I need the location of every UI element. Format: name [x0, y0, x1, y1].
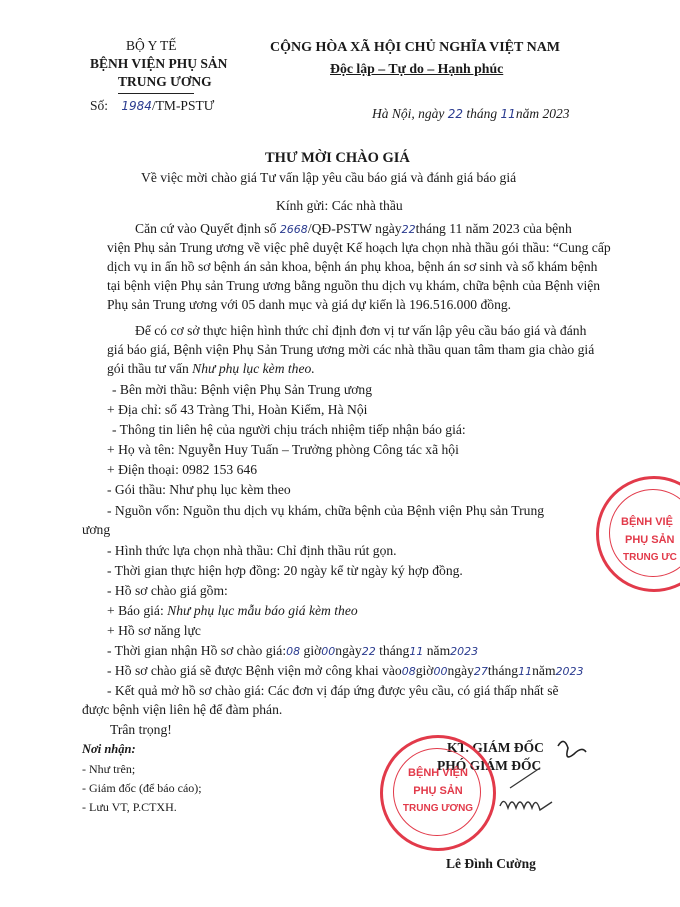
motto: Độc lập – Tự do – Hạnh phúc — [330, 61, 504, 76]
signature-role1: KT. GIÁM ĐỐC — [447, 740, 544, 755]
recipient-1: - Như trên; — [82, 762, 136, 776]
recipient-3: - Lưu VT, P.CTXH. — [82, 800, 177, 814]
open-hour: 08 — [401, 665, 416, 678]
item-contact-info: - Thông tin liên hệ của người chịu trách nhiệm tiếp nhận báo giá: — [112, 422, 466, 437]
decision-day-handwritten: 22 — [401, 223, 416, 236]
recipients-label: Nơi nhận: — [82, 742, 136, 756]
number-label: Số: — [90, 98, 109, 113]
item-duration: - Thời gian thực hiện hợp đồng: 20 ngày kể từ ngày ký hợp đồng. — [107, 563, 463, 578]
receive-month-label: tháng — [379, 643, 410, 658]
item-package: - Gói thầu: Như phụ lục kèm theo — [107, 482, 291, 497]
receive-month: 11 — [409, 645, 424, 658]
item-receive-time — [107, 641, 478, 661]
stamp-line1: BỆNH VIỆN — [408, 767, 468, 779]
quote-appendix-ref: Như phụ lục mẫu báo giá kèm theo — [167, 603, 358, 618]
edge-stamp-line2: PHỤ SẢN — [625, 534, 675, 546]
receive-day-label: ngày — [335, 643, 362, 658]
open-year-label: năm — [532, 663, 556, 678]
paragraph2-line3 — [107, 359, 315, 378]
item-result-line2: được bệnh viện liên hệ để đàm phán. — [82, 702, 283, 717]
closing-regards: Trân trọng! — [110, 722, 172, 737]
open-year: 2023 — [555, 665, 584, 678]
date-prefix: Hà Nội, ngày — [372, 106, 445, 121]
hospital-name-line1: BỆNH VIỆN PHỤ SẢN — [90, 56, 228, 71]
signer-name: Lê Đình Cường — [446, 856, 536, 871]
receive-hour: 08 — [286, 645, 301, 658]
paragraph1-line1 — [135, 219, 572, 239]
edge-stamp — [596, 476, 680, 592]
receive-minute: 00 — [321, 645, 336, 658]
paragraph1-line4: tại bệnh viện Phụ sản Trung ương bằng nguồn thu dịch vụ khám, chữa bệnh của Bệnh viện — [107, 278, 601, 293]
open-label: - Hồ sơ chào giá sẽ được Bệnh viện mở công khai vào — [107, 663, 402, 678]
date-month-label: tháng — [466, 106, 498, 121]
edge-stamp-line3: TRUNG ƯC — [623, 552, 677, 563]
open-minute: 00 — [433, 665, 448, 678]
recipient-2: - Giám đốc (để báo cáo); — [82, 781, 202, 795]
signature-scribble — [480, 728, 630, 848]
open-month: 11 — [518, 665, 533, 678]
p1-text-a: Căn cứ vào Quyết định số — [135, 221, 277, 236]
item-capacity: + Hồ sơ năng lực — [107, 623, 201, 638]
paragraph2-line1: Để có cơ sở thực hiện hình thức chỉ định đơn vị tư vấn lập yêu cầu báo giá và đánh — [135, 323, 587, 338]
p1-text-b: /QĐ-PSTW ngày — [307, 221, 402, 236]
decision-number-handwritten: 2668 — [279, 223, 308, 236]
edge-stamp-inner-ring — [609, 489, 680, 577]
item-quote — [107, 601, 358, 620]
number-suffix: /TM-PSTƯ — [151, 98, 215, 113]
item-address: + Địa chỉ: số 43 Tràng Thi, Hoàn Kiếm, Hà Nội — [107, 402, 368, 417]
letter-subject: Về việc mời chào giá Tư vấn lập yêu cầu báo giá và đánh giá báo giá — [141, 170, 517, 185]
item-open-time — [107, 661, 584, 681]
p1-text-c: tháng 11 năm 2023 của bệnh — [415, 221, 572, 236]
document-number — [90, 98, 214, 114]
country-name: CỘNG HÒA XÃ HỘI CHỦ NGHĨA VIỆT NAM — [270, 40, 561, 55]
number-handwritten: 1984 — [121, 99, 152, 113]
open-day-label: ngày — [447, 663, 474, 678]
receive-hour-label: giờ — [303, 643, 322, 658]
receive-year: 2023 — [450, 645, 479, 658]
header-rule-left — [118, 93, 194, 94]
place-date — [372, 106, 569, 122]
paragraph1-line5: Phụ sản Trung ương với 05 danh mục và giá dự kiến là 196.516.000 đồng. — [107, 297, 512, 312]
date-month: 11 — [500, 107, 516, 121]
signature-role2: PHÓ GIÁM ĐỐC — [437, 758, 542, 773]
item-dossier: - Hồ sơ chào giá gồm: — [107, 583, 228, 598]
receive-label: - Thời gian nhận Hồ sơ chào giá: — [107, 643, 287, 658]
item-result-line1: - Kết quả mở hồ sơ chào giá: Các đơn vị đáp ứng được yêu cầu, có giá thấp nhất sẽ — [107, 683, 559, 698]
item-phone: + Điện thoại: 0982 153 646 — [107, 462, 258, 477]
item-contact-name: + Họ và tên: Nguyễn Huy Tuấn – Trưởng phòng Công tác xã hội — [107, 442, 459, 457]
receive-year-label: năm — [426, 643, 451, 658]
item-selection: - Hình thức lựa chọn nhà thầu: Chỉ định thầu rút gọn. — [107, 543, 397, 558]
open-month-label: tháng — [487, 663, 519, 678]
quote-label: + Báo giá: — [107, 603, 164, 618]
edge-stamp-line1: BỆNH VIỆ — [621, 516, 673, 528]
open-hour-label: giờ — [415, 663, 434, 678]
ministry-name: BỘ Y TẾ — [126, 38, 177, 53]
paragraph1-line3: dịch vụ in ấn hồ sơ bệnh án sản khoa, bệnh án phụ khoa, bệnh án sơ sinh và sổ khám bệnh — [107, 259, 598, 274]
p2-appendix-ref: Như phụ lục kèm theo. — [192, 361, 315, 376]
stamp-line2: PHỤ SẢN — [413, 785, 463, 797]
hospital-stamp — [380, 735, 496, 851]
date-day: 22 — [447, 107, 464, 121]
paragraph1-line2: viện Phụ sản Trung ương về việc phê duyệt Kế hoạch lựa chọn nhà thầu gói thầu: “Cung cấp — [107, 240, 611, 255]
receive-day: 22 — [361, 645, 376, 658]
letter-title: THƯ MỜI CHÀO GIÁ — [265, 150, 410, 166]
paragraph2-line2: giá báo giá, Bệnh viện Phụ Sản Trung ương mời các nhà thầu quan tâm tham gia chào giá — [107, 342, 595, 357]
stamp-line3: TRUNG ƯƠNG — [402, 803, 474, 814]
date-year: năm 2023 — [515, 106, 570, 121]
hospital-name-line2: TRUNG ƯƠNG — [118, 74, 212, 89]
p2-text-a: gói thầu tư vấn — [107, 361, 189, 376]
item-funding-line2: ương — [82, 522, 111, 537]
item-funding-line1: - Nguồn vốn: Nguồn thu dịch vụ khám, chữa bệnh của Bệnh viện Phụ sản Trung — [107, 503, 545, 518]
open-day: 27 — [473, 665, 488, 678]
item-inviter: - Bên mời thầu: Bệnh viện Phụ Sản Trung ương — [112, 382, 373, 397]
letter-recipient: Kính gửi: Các nhà thầu — [276, 198, 403, 213]
